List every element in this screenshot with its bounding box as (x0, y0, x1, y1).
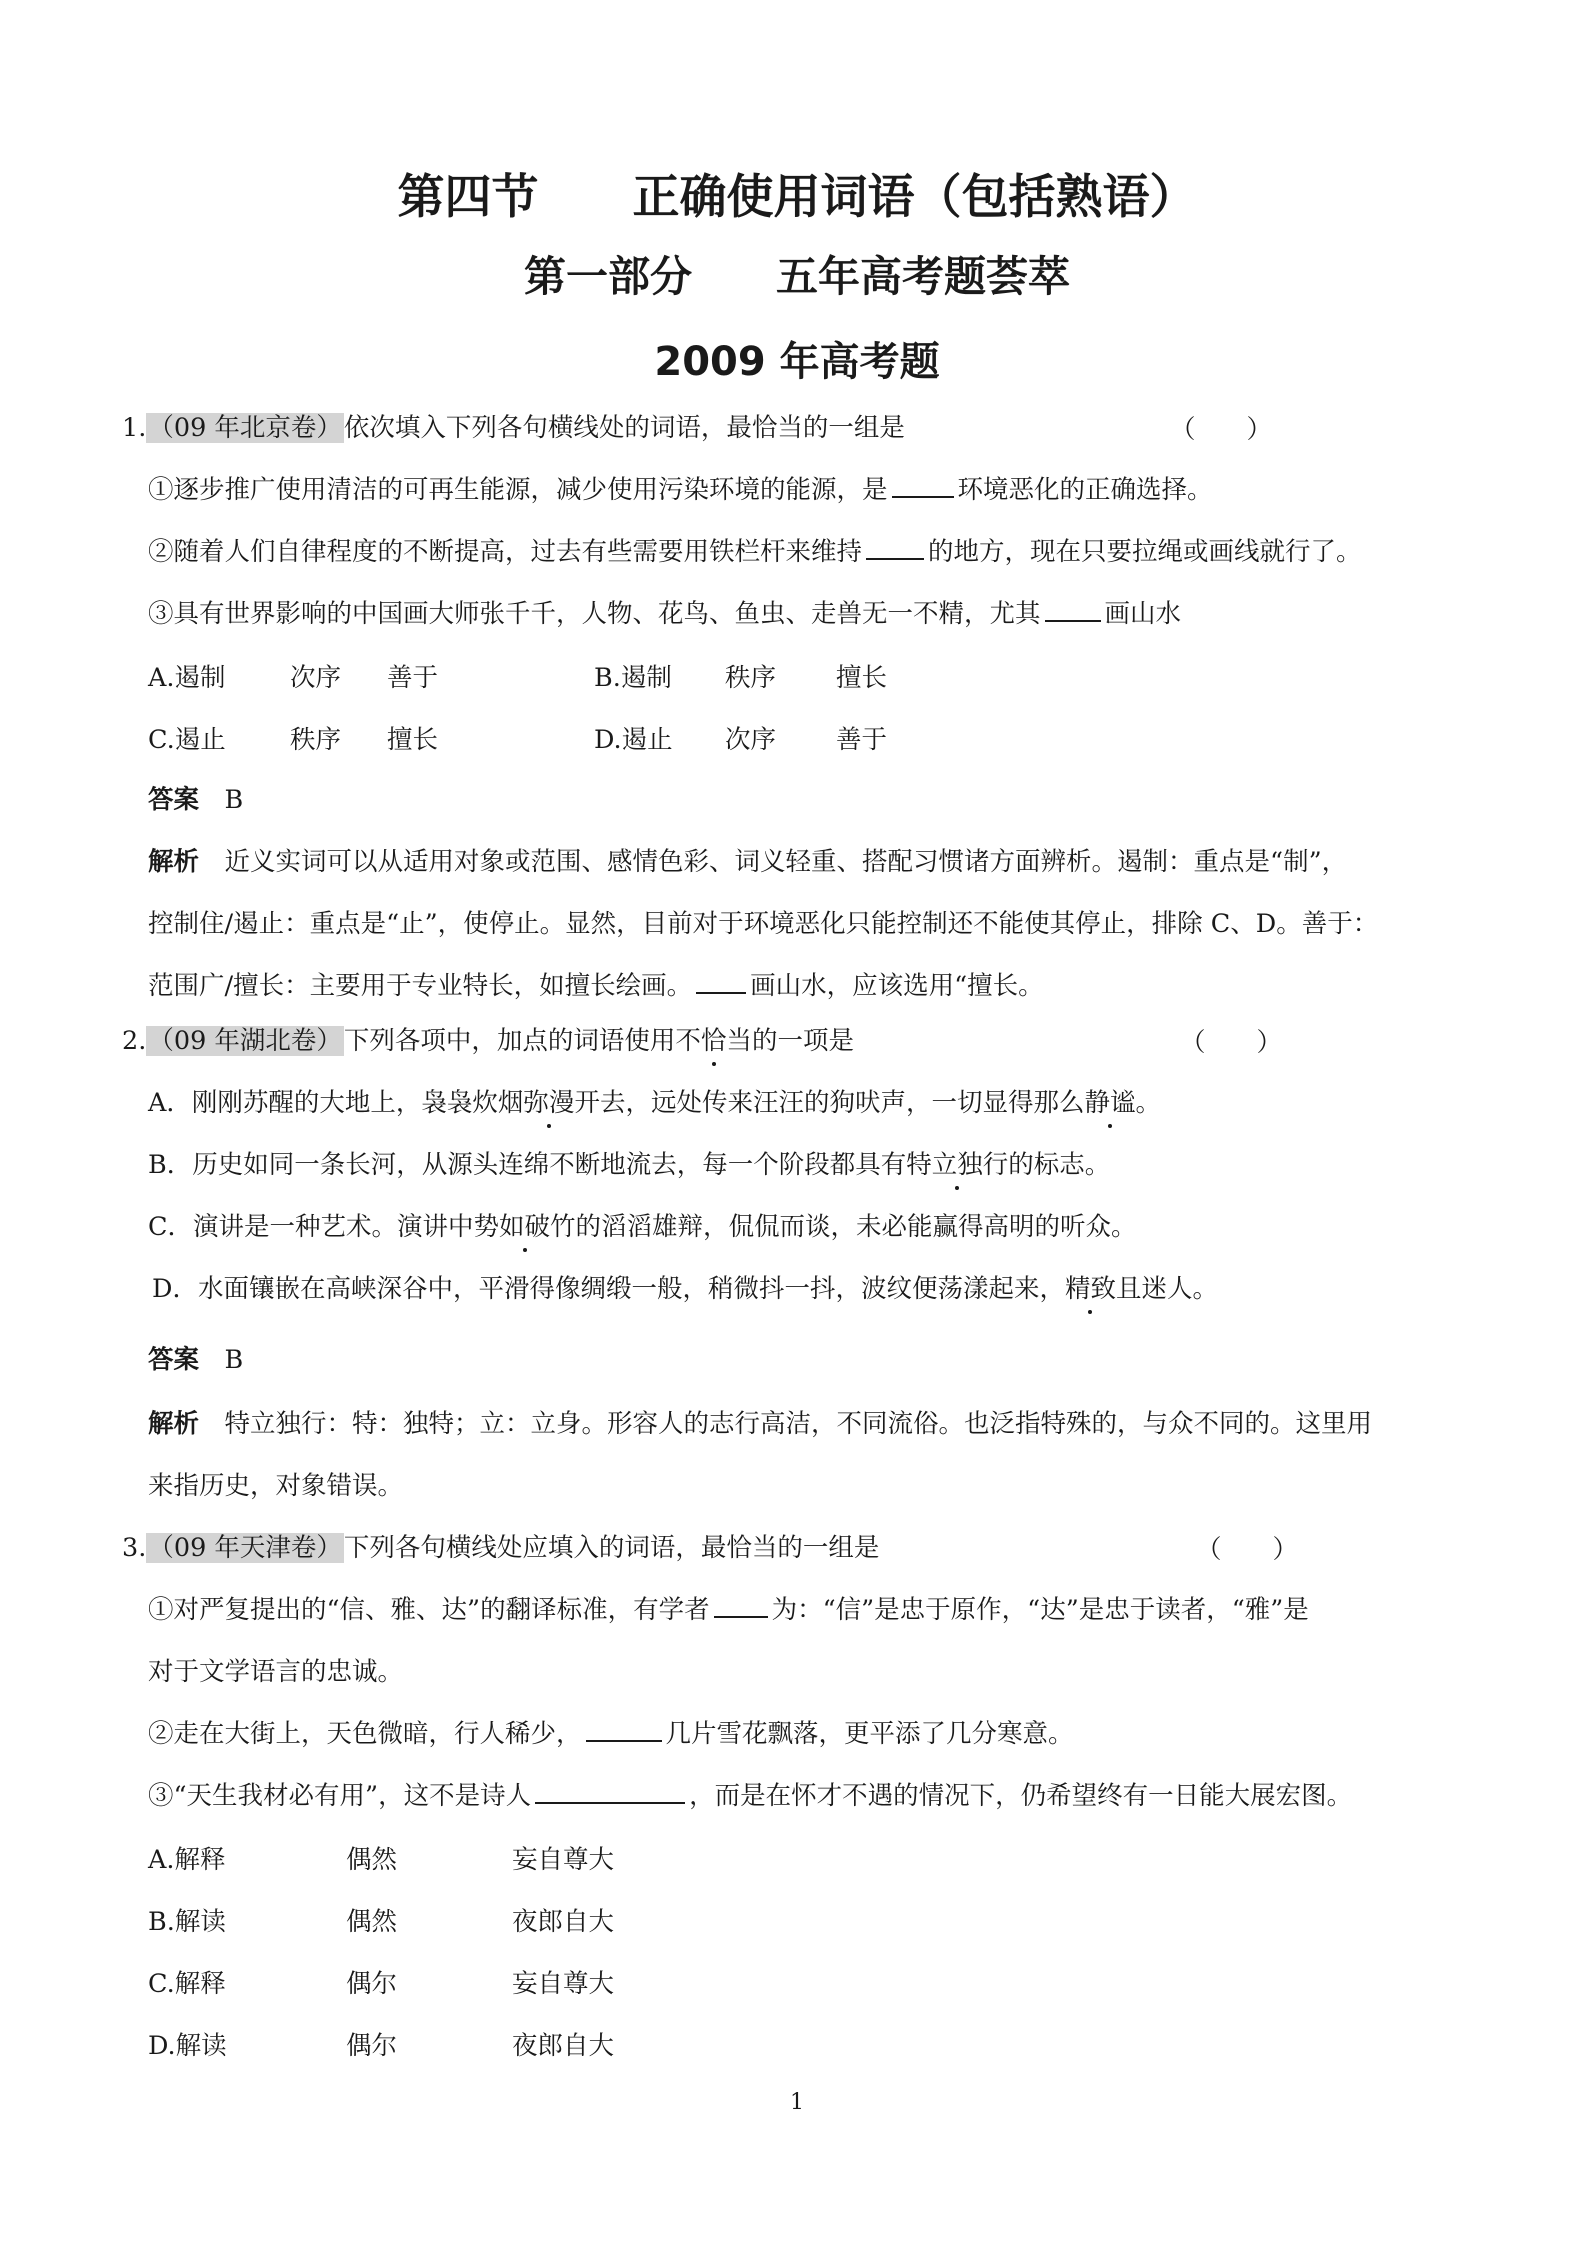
answer-paren: （ ） (1196, 1535, 1299, 1565)
answer-paren: （ ） (1180, 1028, 1283, 1058)
dotted-word: 静谧 (1084, 1085, 1135, 1121)
option-a-word-2: 次序 (290, 663, 342, 693)
question-text: 的一项是 (751, 1026, 854, 1056)
option-text: B．历史如同一条长河，从源头连绵不断地流去，每一个阶段都具有 (148, 1150, 907, 1180)
fill-blank (1045, 598, 1101, 622)
option-text: 的标志。 (1008, 1150, 1111, 1180)
sentence-text: 的地方，现在只要拉绳或画线就行了。 (928, 537, 1362, 567)
option-text: 开去，远处传来汪汪的狗吠声，一切显得那么 (574, 1088, 1085, 1118)
fill-blank (535, 1780, 685, 1804)
dotted-word: 势如破竹 (474, 1209, 576, 1245)
emphasis-dots-text (675, 1026, 752, 1056)
option-c-word-2: 秩序 (290, 725, 342, 755)
option-a-word-3: 妄自尊大 (512, 1845, 615, 1875)
option-c-word-3: 妄自尊大 (512, 1969, 615, 1999)
answer-value: B (224, 1345, 244, 1375)
question-1-stem (122, 410, 905, 446)
option-d-word-3: 善于 (836, 725, 888, 755)
option-a-word-2: 偶然 (346, 1845, 398, 1875)
sentence-text: ②随着人们自律程度的不断提高，过去有些需要用铁栏杆来维持 (148, 537, 863, 567)
q3-sentence-1 (148, 1592, 1309, 1628)
dotted-word: 弥漫 (523, 1085, 574, 1121)
part-subtitle: 第一部分 五年高考题荟萃 (523, 252, 1070, 301)
analysis-text: 近义实词可以从适用对象或范围、感情色彩、词义轻重、搭配习惯诸方面辨析。遏制：重点是“制”， (224, 847, 1348, 877)
option-text: 的滔滔雄辩，侃侃而谈，未必能赢得高明的听众。 (575, 1212, 1137, 1242)
option-c: C.遏止 (148, 725, 226, 755)
page-number: 1 (790, 2090, 804, 2115)
option-c-word-3: 擅长 (387, 725, 439, 755)
fill-blank (866, 536, 924, 560)
fill-blank (714, 1594, 768, 1618)
q2-option-b (148, 1147, 1110, 1183)
answer-value: B (224, 785, 244, 815)
option-a: A.解释 (148, 1845, 226, 1875)
question-source: （09 年天津卷） (148, 1533, 342, 1563)
option-c-word-2: 偶尔 (346, 1969, 398, 1999)
option-b: B.遏制 (594, 663, 672, 693)
fill-blank (892, 474, 954, 498)
q3-sentence-2 (148, 1716, 1074, 1752)
section-heading: 2009 年高考题 (654, 339, 940, 385)
question-text: 依次填入下列各句横线处的词语，最恰当的一组是 (343, 413, 905, 443)
sentence-text: 环境恶化的正确选择。 (957, 475, 1213, 505)
fill-blank (696, 970, 746, 994)
option-b-word-3: 夜郎自大 (512, 1907, 615, 1937)
q2-option-c (148, 1209, 1137, 1245)
option-a-word-3: 善于 (387, 663, 439, 693)
sentence-text: ①对严复提出的“信、雅、达”的翻译标准，有学者 (148, 1595, 710, 1625)
question-number: 3. (122, 1533, 147, 1563)
sentence-text: ，而是在怀才不遇的情况下，仍希望终有一日能大展宏图。 (689, 1781, 1353, 1811)
answer-paren: （ ） (1170, 415, 1273, 445)
q2-option-a (148, 1085, 1161, 1121)
analysis-label: 解析 (148, 847, 200, 877)
sentence-text: 几片雪花飘落，更平添了几分寒意。 (665, 1719, 1074, 1749)
q1-sentence-2 (148, 534, 1362, 570)
question-number: 2. (122, 1026, 147, 1056)
page-title: 第四节 正确使用词语（包括熟语） (397, 170, 1197, 225)
q3-sentence-3 (148, 1778, 1352, 1814)
answer-label: 答案 (148, 785, 200, 815)
question-number: 1. (122, 413, 147, 443)
question-source: （09 年北京卷） (148, 413, 342, 443)
q1-analysis-line-1 (148, 844, 1347, 880)
answer-label: 答案 (148, 1345, 200, 1375)
question-source: （09 年湖北卷） (148, 1026, 342, 1056)
option-text: A．刚刚苏醒的大地上，袅袅炊烟 (148, 1088, 524, 1118)
option-b-word-2: 偶然 (346, 1907, 398, 1937)
q1-analysis-line-2: 控制住/遏止：重点是“止”，使停止。显然，目前对于环境恶化只能控制还不能使其停止，排除 C、D。善于： (148, 909, 1379, 939)
question-3-stem (122, 1530, 879, 1566)
sentence-text: 为：“信”是忠于原作，“达”是忠于读者，“雅”是 (771, 1595, 1309, 1625)
option-text: C．演讲是一种艺术。演讲中 (148, 1212, 474, 1242)
analysis-text: 画山水，应该选用“擅长。 (750, 971, 1044, 1001)
option-text: D．水面镶嵌在高峡深谷中，平滑得像绸缎一般，稍微抖一抖，波纹便荡漾起来， (152, 1274, 1065, 1304)
dotted-word: 特立独行 (906, 1147, 1008, 1183)
sentence-text: ③具有世界影响的中国画大师张千千，人物、花鸟、鱼虫、走兽无一不精，尤其 (148, 599, 1041, 629)
option-c: C.解释 (148, 1969, 226, 1999)
dotted-word: 精致 (1065, 1271, 1116, 1307)
option-a (148, 658, 226, 694)
sentence-text: 画山水 (1104, 599, 1182, 629)
option-b-word-3: 擅长 (836, 663, 888, 693)
sentence-text: ③“天生我材必有用”，这不是诗人 (148, 1781, 532, 1811)
option-d: D.遏止 (594, 725, 673, 755)
q3-sentence-1-cont: 对于文学语言的忠诚。 (148, 1657, 404, 1687)
option-text: 且迷人。 (1115, 1274, 1218, 1304)
option-word: A.遏制 (148, 663, 226, 693)
q1-analysis-line-3 (148, 968, 1044, 1004)
question-text: 下列各句横线处应填入的词语，最恰当的一组是 (343, 1533, 880, 1563)
sentence-text: ①逐步推广使用清洁的可再生能源，减少使用污染环境的能源，是 (148, 475, 888, 505)
question-text: 下列各项中，加点的词语使用 (343, 1026, 676, 1056)
analysis-text: 范围广/擅长：主要用于专业特长，如擅长绘画。 (148, 971, 693, 1001)
q2-answer (148, 1342, 243, 1378)
option-d-word-2: 偶尔 (346, 2031, 398, 2061)
dotted-word: 不恰当 (675, 1023, 752, 1059)
analysis-label: 解析 (148, 1409, 200, 1439)
question-2-stem (122, 1023, 854, 1059)
analysis-text: 特立独行：特：独特；立：立身。形容人的志行高洁，不同流俗。也泛指特殊的，与众不同的。这里用 (224, 1409, 1373, 1439)
fill-blank (586, 1718, 662, 1742)
sentence-text: ②走在大街上，天色微暗，行人稀少， (148, 1719, 582, 1749)
option-b-word-2: 秩序 (725, 663, 777, 693)
option-d-word-3: 夜郎自大 (512, 2031, 615, 2061)
q2-analysis-line-2: 来指历史，对象错误。 (148, 1471, 404, 1501)
option-text: 。 (1135, 1088, 1161, 1118)
option-d: D.解读 (148, 2031, 227, 2061)
q2-analysis-line-1 (148, 1406, 1372, 1442)
q1-sentence-1 (148, 472, 1213, 508)
option-d-word-2: 次序 (725, 725, 777, 755)
q2-option-d (152, 1271, 1218, 1307)
option-b: B.解读 (148, 1907, 226, 1937)
q1-sentence-3 (148, 596, 1181, 632)
q1-answer (148, 782, 243, 818)
